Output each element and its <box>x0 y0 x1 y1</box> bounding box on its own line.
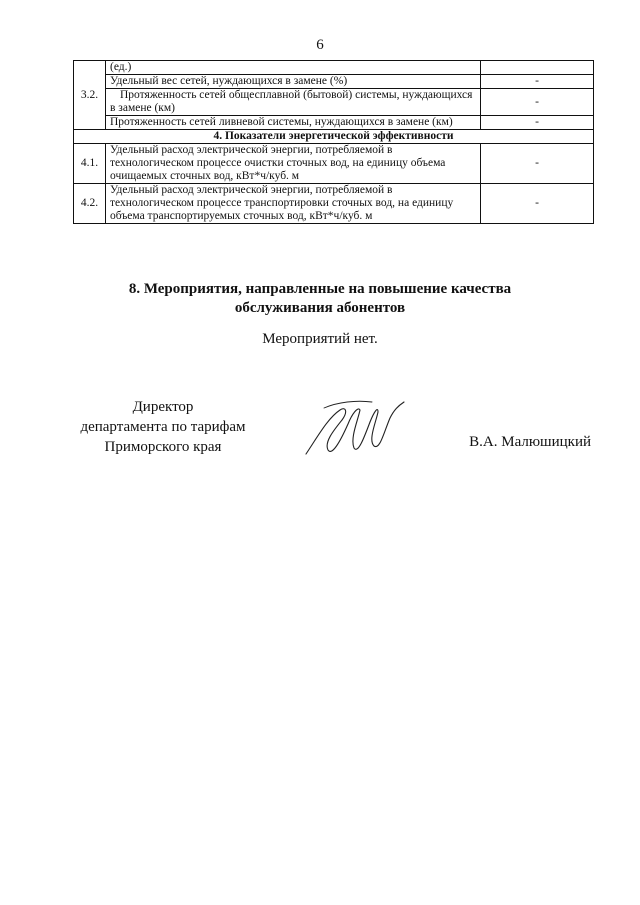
heading-line: обслуживания абонентов <box>234 300 406 316</box>
value-cell: - <box>481 144 594 184</box>
signer-name: В.А. Малюшицкий <box>469 434 591 450</box>
table-row <box>74 116 594 130</box>
section-row <box>74 130 594 144</box>
table-row <box>74 61 594 75</box>
indicators-table <box>73 60 594 224</box>
indicator-cell: Протяженность сетей ливневой системы, нуждающихся в замене (км) <box>106 116 481 130</box>
indicator-cell: Удельный вес сетей, нуждающихся в замене (%) <box>106 75 481 89</box>
value-cell: - <box>481 184 594 224</box>
indicator-cell: Удельный расход электрической энергии, потребляемой в технологическом процессе транспортировки сточных вод, на единицу объема транспортируемых сточных вод, кВт*ч/куб. м <box>106 184 481 224</box>
row-number-cell: 3.2. <box>74 61 106 130</box>
value-cell: - <box>481 75 594 89</box>
indicator-cell: (ед.) <box>106 61 481 75</box>
indicator-cell: Протяженность сетей общесплавной (бытовой) системы, нуждающихся в замене (км) <box>106 89 481 116</box>
row-number-cell: 4.1. <box>74 144 106 184</box>
signer-title <box>58 397 268 457</box>
section-heading: 4. Показатели энергетической эффективности <box>74 130 594 144</box>
no-measures-note: Мероприятий нет. <box>262 331 378 347</box>
signer-title-line: Директор <box>132 399 194 415</box>
table-row <box>74 144 594 184</box>
table-row <box>74 75 594 89</box>
heading-line: 8. Мероприятия, направленные на повышение качества <box>128 281 512 297</box>
handwritten-signature <box>298 398 410 460</box>
table-row <box>74 89 594 116</box>
row-number-cell: 4.2. <box>74 184 106 224</box>
value-cell: - <box>481 116 594 130</box>
table-row <box>74 184 594 224</box>
signer-title-line: департамента по тарифам <box>80 419 246 435</box>
value-cell <box>481 61 594 75</box>
indicator-cell: Удельный расход электрической энергии, потребляемой в технологическом процессе очистки сточных вод, на единицу объема очищаемых сточных вод, кВт*ч/куб. м <box>106 144 481 184</box>
value-cell: - <box>481 89 594 116</box>
section-8-heading <box>0 280 640 318</box>
page-number: 6 <box>316 37 324 53</box>
signer-title-line: Приморского края <box>104 439 222 455</box>
